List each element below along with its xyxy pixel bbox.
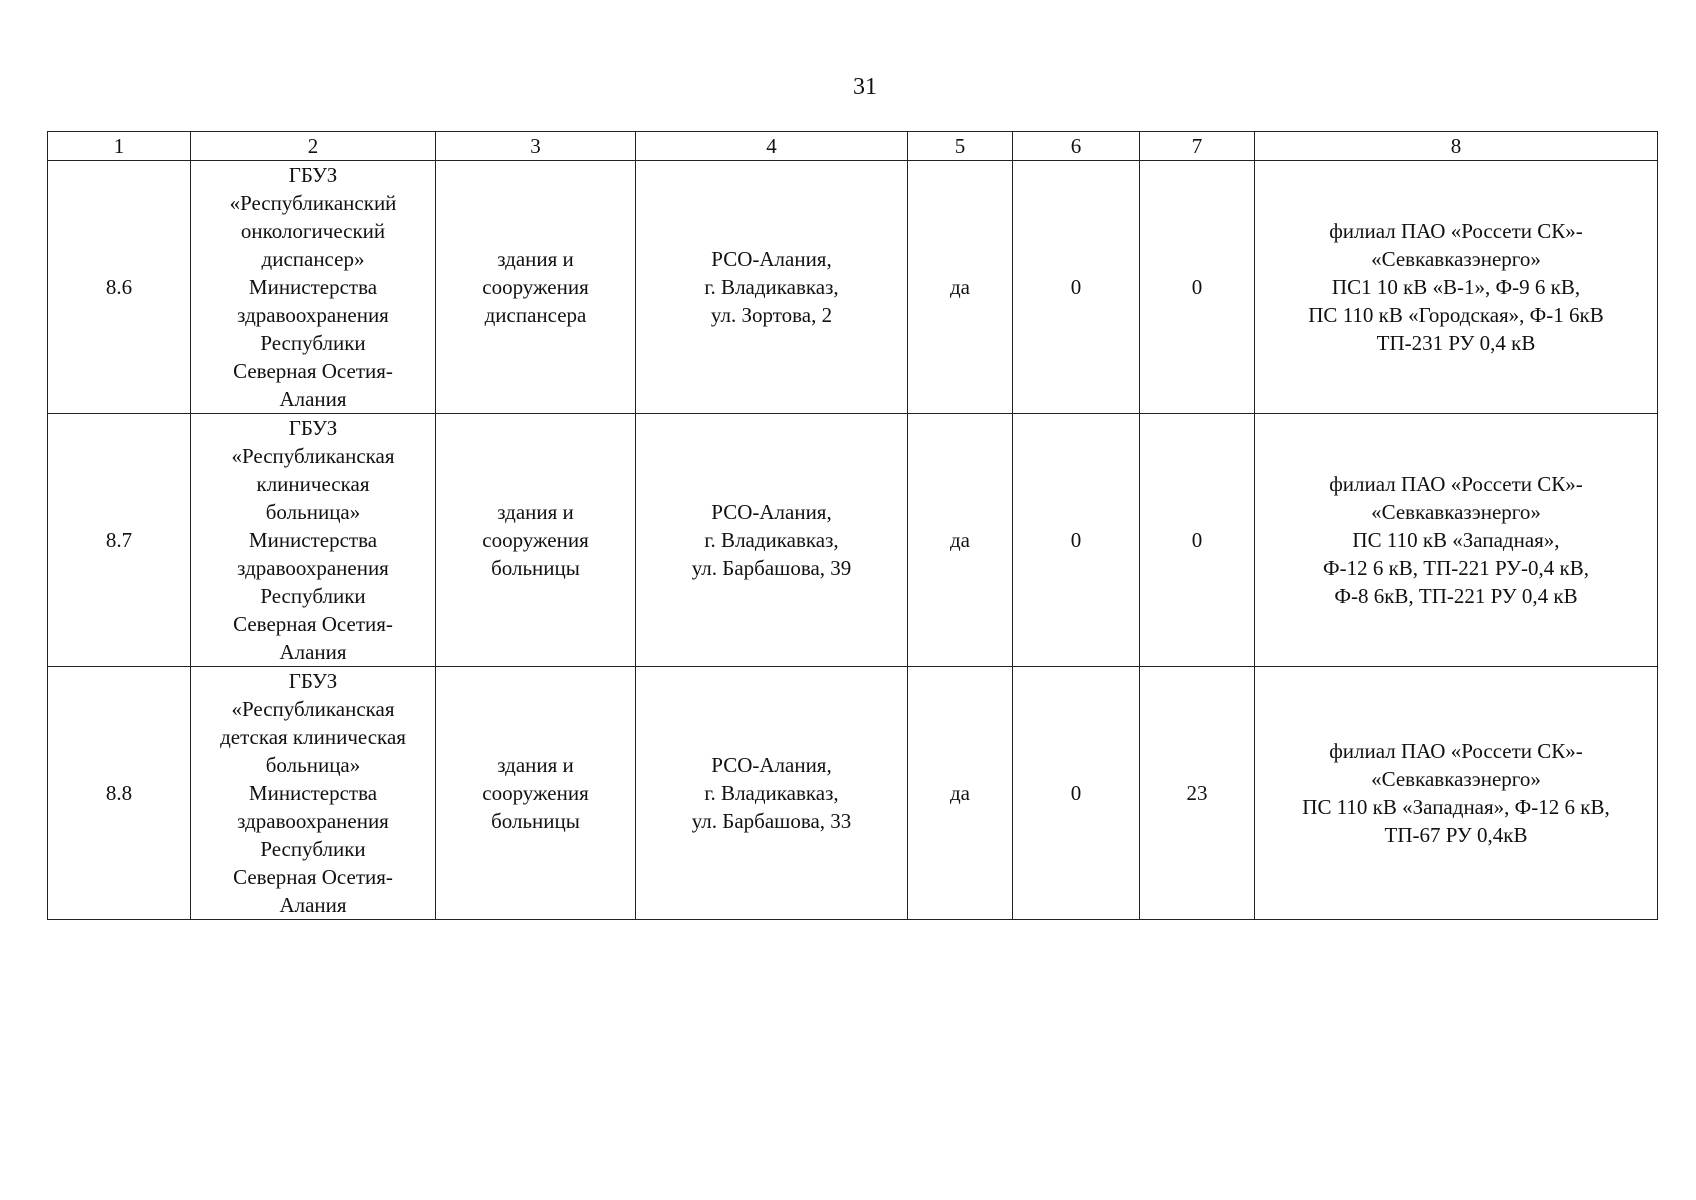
col6-cell: 0 [1013,161,1140,414]
column-header: 7 [1140,132,1255,161]
column-header: 3 [436,132,636,161]
table-row [48,667,1658,920]
supplier-cell: филиал ПАО «Россети СК»- «Севкавказэнерго» ПС 110 кВ «Западная», Ф-12 6 кВ, ТП-221 РУ-0,4 кВ, Ф-8 6кВ, ТП-221 РУ 0,4 кВ [1255,414,1658,667]
address-cell: РСО-Алания, г. Владикавказ, ул. Барбашова, 39 [636,414,908,667]
col7-cell: 23 [1140,667,1255,920]
col5-cell: да [908,161,1013,414]
organization-cell: ГБУЗ «Республиканская клиническая больница» Министерства здравоохранения Республики Северная Осетия- Алания [191,414,436,667]
object-cell: здания и сооружения больницы [436,667,636,920]
col5-cell: да [908,667,1013,920]
row-number: 8.6 [48,161,191,414]
row-number: 8.8 [48,667,191,920]
supplier-cell: филиал ПАО «Россети СК»- «Севкавказэнерго» ПС1 10 кВ «В-1», Ф-9 6 кВ, ПС 110 кВ «Городская», Ф-1 6кВ ТП-231 РУ 0,4 кВ [1255,161,1658,414]
organization-cell: ГБУЗ «Республиканская детская клиническая больница» Министерства здравоохранения Республики Северная Осетия- Алания [191,667,436,920]
column-header: 6 [1013,132,1140,161]
header-row [48,132,1658,161]
column-header: 1 [48,132,191,161]
page-number: 31 [853,74,877,100]
organization-cell: ГБУЗ «Республиканский онкологический диспансер» Министерства здравоохранения Республики Северная Осетия- Алания [191,161,436,414]
col5-cell: да [908,414,1013,667]
supplier-cell: филиал ПАО «Россети СК»- «Севкавказэнерго» ПС 110 кВ «Западная», Ф-12 6 кВ, ТП-67 РУ 0,4кВ [1255,667,1658,920]
column-header: 2 [191,132,436,161]
address-cell: РСО-Алания, г. Владикавказ, ул. Барбашова, 33 [636,667,908,920]
col7-cell: 0 [1140,161,1255,414]
data-table [47,131,1658,920]
col7-cell: 0 [1140,414,1255,667]
row-number: 8.7 [48,414,191,667]
object-cell: здания и сооружения диспансера [436,161,636,414]
table-row [48,414,1658,667]
col6-cell: 0 [1013,667,1140,920]
col6-cell: 0 [1013,414,1140,667]
table-row [48,161,1658,414]
address-cell: РСО-Алания, г. Владикавказ, ул. Зортова, 2 [636,161,908,414]
column-header: 5 [908,132,1013,161]
column-header: 4 [636,132,908,161]
object-cell: здания и сооружения больницы [436,414,636,667]
column-header: 8 [1255,132,1658,161]
